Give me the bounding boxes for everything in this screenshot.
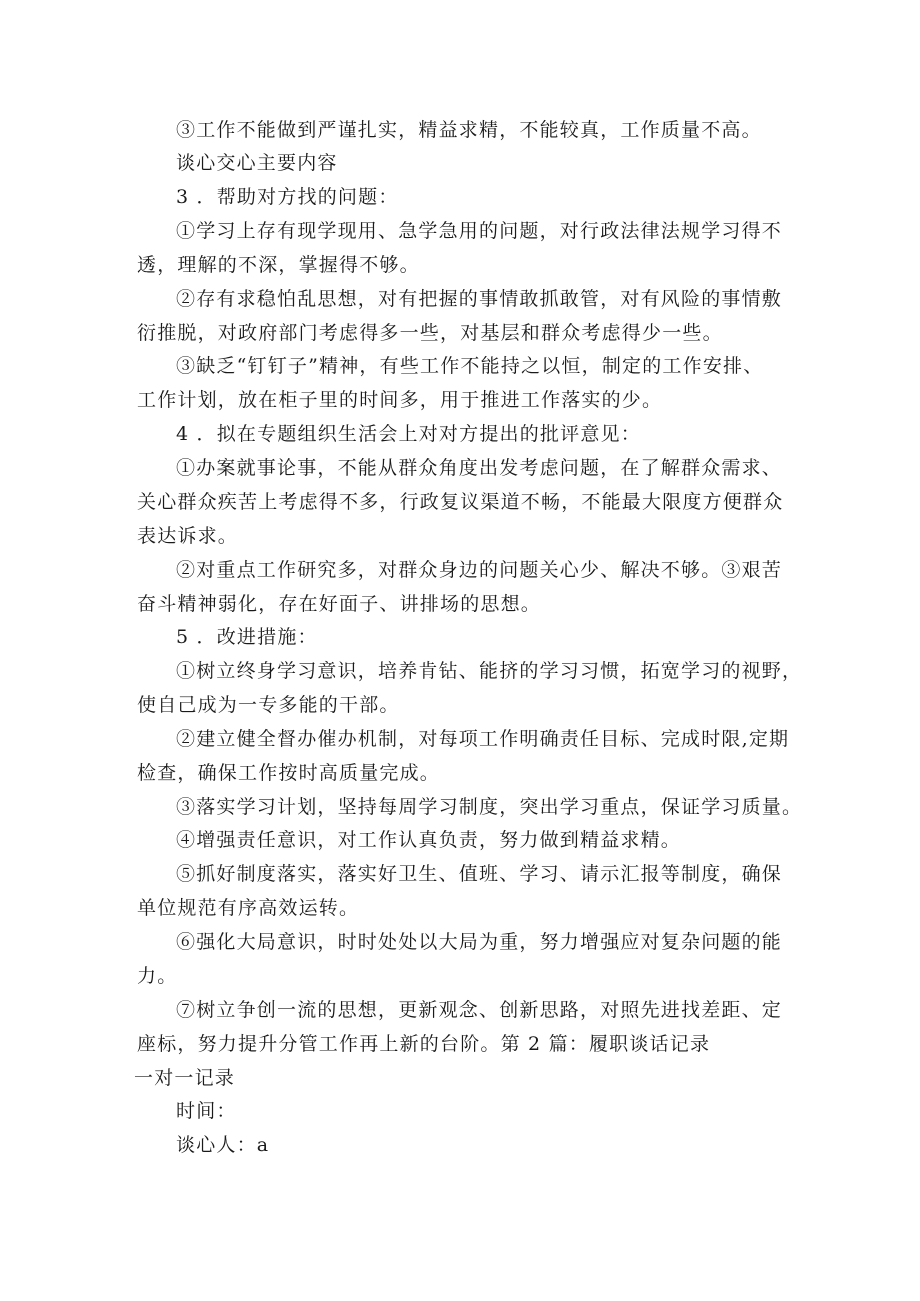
text-line: 透，理解的不深，掌握得不够。 xyxy=(137,254,420,276)
numbered-heading: 4 ．拟在专题组织生活会上对对方提出的批评意见： xyxy=(176,423,641,445)
text-line: ⑥强化大局意识，时时处处以大局为重，努力增强应对复杂问题的能 xyxy=(176,931,783,953)
section-heading: 谈心交心主要内容 xyxy=(176,152,338,174)
text-line: 检查，确保工作按时高质量完成。 xyxy=(137,762,441,784)
text-line: 奋斗精神弱化，存在好面子、讲排场的思想。 xyxy=(137,593,542,615)
talker-label: 谈心人：a xyxy=(176,1134,270,1156)
text-line: ①办案就事论事，不能从群众角度出发考虑问题，在了解群众需求、 xyxy=(176,457,783,479)
numbered-heading: 5 ．改进措施： xyxy=(176,626,318,648)
numbered-heading: 3 ．帮助对方找的问题： xyxy=(176,186,399,208)
text-line: ⑤抓好制度落实，落实好卫生、值班、学习、请示汇报等制度，确保 xyxy=(176,863,783,885)
text-line: 工作计划，放在柜子里的时间多，用于推进工作落实的少。 xyxy=(137,389,663,411)
text-line: ③缺乏“钉钉子”精神，有些工作不能持之以恒，制定的工作安排、 xyxy=(176,355,764,377)
text-line: ③工作不能做到严谨扎实，精益求精，不能较真，工作质量不高。 xyxy=(176,119,762,141)
text-line: ②建立健全督办催办机制，对每项工作明确责任目标、完成时限,定期 xyxy=(176,728,790,750)
text-line: 表达诉求。 xyxy=(137,525,239,547)
text-line: 使自己成为一专多能的干部。 xyxy=(137,694,400,716)
text-line: 关心群众疾苦上考虑得不多，行政复议渠道不畅，不能最大限度方便群众 xyxy=(137,491,784,513)
record-title: 一对一记录 xyxy=(134,1067,236,1089)
text-line: ⑦树立争创一流的思想，更新观念、创新思路，对照先进找差距、定 xyxy=(176,999,783,1021)
text-line: 衍推脱，对政府部门考虑得多一些，对基层和群众考虑得少一些。 xyxy=(137,322,723,344)
text-line: ①树立终身学习意识，培养肯钻、能挤的学习习惯，拓宽学习的视野， xyxy=(176,660,803,682)
text-line: ④增强责任意识，对工作认真负责，努力做到精益求精。 xyxy=(176,829,682,851)
text-line: ②对重点工作研究多，对群众身边的问题关心少、解决不够。③艰苦 xyxy=(176,559,783,581)
text-line: 力。 xyxy=(137,965,178,987)
text-line: ②存有求稳怕乱思想，对有把握的事情敢抓敢管，对有风险的事情敷 xyxy=(176,288,783,310)
text-line: 座标，努力提升分管工作再上新的台阶。第 2 篇：履职谈话记录 xyxy=(137,1033,711,1055)
text-line: 单位规范有序高效运转。 xyxy=(137,897,360,919)
time-label: 时间： xyxy=(176,1100,237,1122)
text-line: ③落实学习计划，坚持每周学习制度，突出学习重点，保证学习质量。 xyxy=(176,796,803,818)
text-line: ①学习上存有现学现用、急学急用的问题，对行政法律法规学习得不 xyxy=(176,220,783,242)
